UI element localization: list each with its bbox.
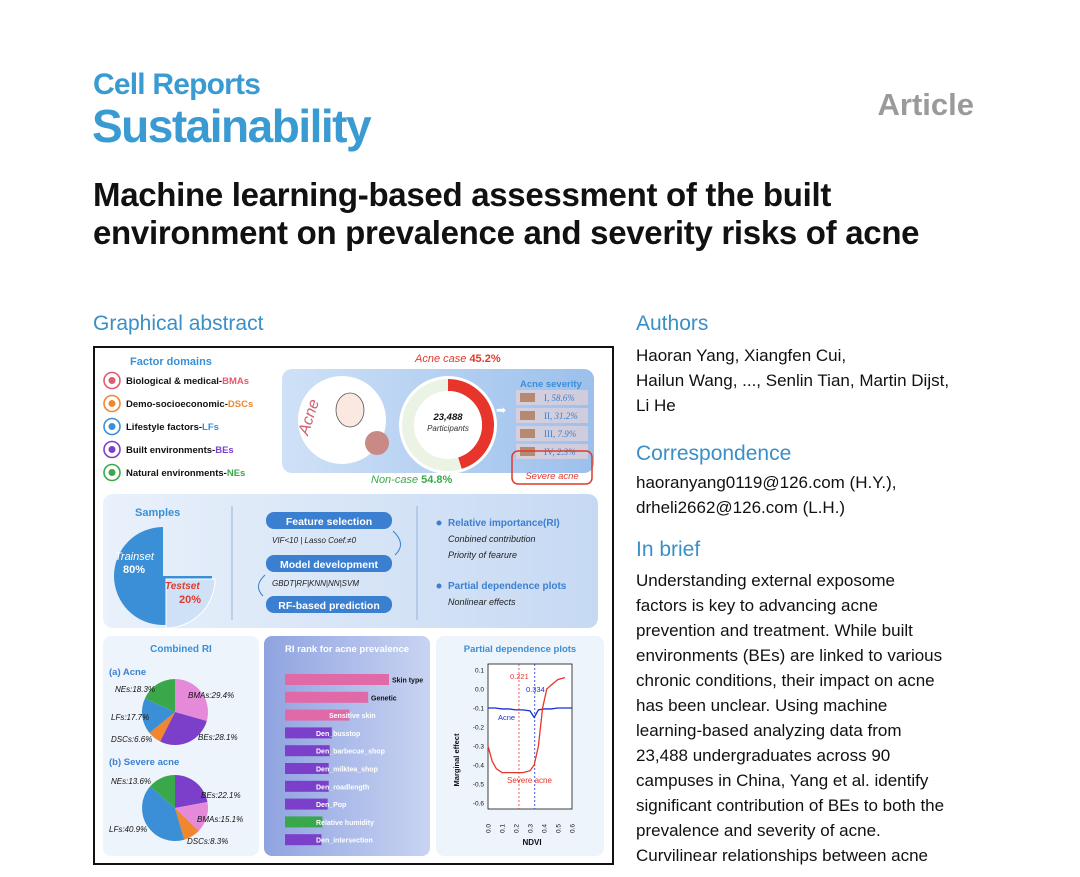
pdp-y-label: Marginal effect bbox=[452, 733, 461, 787]
factor-icon-dot bbox=[109, 377, 116, 384]
authors-line: Li He bbox=[636, 396, 676, 415]
feature-selection-detail: VIF<10 | Lasso Coef.≠0 bbox=[272, 536, 357, 545]
ri-detail: Conbined contribution bbox=[448, 534, 536, 544]
bullet-icon bbox=[437, 584, 442, 589]
severity-label: I, 58.6% bbox=[544, 393, 575, 403]
pdp-x-tick: 0.2 bbox=[513, 823, 521, 833]
pie-a-label: DSCs:6.6% bbox=[111, 735, 153, 744]
factor-icon-dot bbox=[109, 400, 116, 407]
pie-b-label: BEs:22.1% bbox=[201, 791, 241, 800]
email-link[interactable]: drheli2662@126.com (L.H.) bbox=[636, 498, 846, 517]
pie-b-title: (b) Severe acne bbox=[109, 757, 180, 768]
combined-ri-title: Combined RI bbox=[150, 644, 212, 655]
pdp-y-tick: -0.4 bbox=[472, 762, 484, 770]
pdp-x-tick: 0.1 bbox=[499, 823, 507, 833]
trainset-pct: 80% bbox=[123, 564, 146, 576]
rank-bar-label: Den_roadlength bbox=[316, 784, 370, 792]
arrow-icon: ➡ bbox=[496, 403, 507, 417]
pdp-y-tick: -0.6 bbox=[472, 800, 484, 808]
participants-label: Participants bbox=[427, 424, 469, 433]
article-type: Article bbox=[877, 87, 974, 122]
factor-label: Biological & medical-BMAs bbox=[126, 376, 249, 387]
graphical-abstract-heading: Graphical abstract bbox=[93, 312, 264, 335]
samples-title: Samples bbox=[135, 507, 181, 519]
rf-prediction-label: RF-based prediction bbox=[278, 600, 380, 612]
rank-bar-label: Den_intersection bbox=[316, 837, 373, 845]
authors-heading: Authors bbox=[636, 312, 709, 335]
in-brief-line: Understanding external exposome bbox=[636, 571, 895, 590]
rank-bar-label: Genetic bbox=[371, 695, 397, 703]
severe-acne-label: Severe acne bbox=[525, 471, 579, 482]
rank-bar bbox=[285, 692, 368, 703]
pie-a-label: NEs:18.3% bbox=[115, 685, 156, 694]
factor-label: Natural environments-NEs bbox=[126, 468, 246, 479]
journal-name-line2: Sustainability bbox=[92, 100, 371, 152]
factor-label: Demo-socioeconomic-DSCs bbox=[126, 399, 254, 410]
pdp-vline-value: 0.221 bbox=[510, 672, 529, 681]
in-brief-line: 23,488 undergraduates across 90 bbox=[636, 746, 891, 765]
pie-a-label: BMAs:29.4% bbox=[188, 691, 235, 700]
authors-line: Haoran Yang, Xiangfen Cui, bbox=[636, 346, 847, 365]
acne-word: Acne bbox=[295, 397, 324, 438]
pdp-acne-label: Acne bbox=[498, 713, 516, 722]
rank-bar-label: Den_Pop bbox=[316, 802, 347, 810]
factor-label: Built environments-BEs bbox=[126, 445, 234, 456]
pdp-bullet-title: Partial dependence plots bbox=[448, 581, 567, 592]
bullet-icon bbox=[437, 521, 442, 526]
testset-pct: 20% bbox=[179, 594, 202, 606]
in-brief-line: environments (BEs) are linked to various bbox=[636, 646, 943, 665]
face-icon bbox=[336, 393, 364, 427]
acne-severity-title: Acne severity bbox=[520, 379, 582, 390]
in-brief-line: significant contribution of BEs to both the bbox=[636, 796, 945, 815]
pdp-x-tick: 0.6 bbox=[569, 823, 577, 833]
rank-bar-label: Sensitive skin bbox=[329, 713, 376, 721]
pdp-y-tick: -0.1 bbox=[472, 705, 484, 713]
factor-icon-dot bbox=[109, 423, 116, 430]
pdp-severe-label: Severe acne bbox=[507, 776, 552, 785]
pdp-detail: Nonlinear effects bbox=[448, 597, 516, 607]
in-brief-line: chronic conditions, their impact on acne bbox=[636, 671, 935, 690]
skin-closeup-icon bbox=[365, 431, 389, 455]
pie-b-label: NEs:13.6% bbox=[111, 777, 152, 786]
severity-label: IV, 2.3% bbox=[544, 447, 576, 457]
pdp-x-tick: 0.4 bbox=[541, 823, 549, 833]
in-brief-line: prevention and treatment. While built bbox=[636, 621, 913, 640]
pdp-x-tick: 0.0 bbox=[485, 823, 493, 833]
in-brief-line: prevalence and severity of acne. bbox=[636, 821, 881, 840]
severity-photo-icon bbox=[520, 393, 535, 402]
in-brief-text bbox=[636, 568, 981, 868]
pdp-panel-title: Partial dependence plots bbox=[463, 644, 577, 655]
factor-list bbox=[104, 373, 253, 481]
ri-title: Relative importance(RI) bbox=[448, 518, 560, 529]
ri-rank-title: RI rank for acne prevalence bbox=[284, 644, 410, 655]
severity-photo-icon bbox=[520, 429, 535, 438]
rank-bar bbox=[285, 674, 389, 685]
severity-photo-icon bbox=[520, 411, 535, 420]
non-case-label: Non-case 54.8% bbox=[371, 474, 453, 486]
factor-domains-title: Factor domains bbox=[130, 356, 212, 368]
in-brief-line: has been unclear. Using machine bbox=[636, 696, 888, 715]
factor-label: Lifestyle factors-LFs bbox=[126, 422, 219, 433]
pie-chart-severe-acne bbox=[142, 775, 208, 841]
in-brief-line: factors is key to advancing acne bbox=[636, 596, 878, 615]
acne-case-label: Acne case 45.2% bbox=[415, 353, 501, 365]
graphical-abstract bbox=[93, 346, 614, 865]
rank-bar-label: Den_barbecue_shop bbox=[316, 748, 385, 756]
email-link[interactable]: haoranyang0119@126.com (H.Y.), bbox=[636, 473, 897, 492]
model-development-detail: GBDT|RF|KNN|NN|SVM bbox=[272, 579, 359, 588]
rank-bar-label: Den_milktea_shop bbox=[316, 766, 378, 774]
ri-detail: Priority of fearure bbox=[448, 550, 518, 560]
model-development-label: Model development bbox=[279, 559, 379, 571]
rank-bar-label: Den_busstop bbox=[316, 730, 361, 738]
in-brief-line: learning-based analyzing data from bbox=[636, 721, 902, 740]
pdp-line-chart bbox=[473, 664, 577, 833]
feature-selection-label: Feature selection bbox=[285, 516, 373, 528]
pie-b-label: LFs:40.9% bbox=[109, 825, 148, 834]
journal-name-line1: Cell Reports bbox=[93, 68, 261, 101]
authors-line: Hailun Wang, ..., Senlin Tian, Martin Dijst, bbox=[636, 371, 950, 390]
rank-bar-label: Relative humidity bbox=[316, 819, 374, 827]
article-title: Machine learning-based assessment of the built environment on prevalence and severity risks of acne bbox=[93, 176, 920, 251]
pdp-x-label: NDVI bbox=[522, 838, 542, 847]
pie-b-label: BMAs:15.1% bbox=[197, 815, 244, 824]
pie-b-label: DSCs:8.3% bbox=[187, 837, 229, 846]
correspondence-heading: Correspondence bbox=[636, 442, 792, 465]
rank-bar-label: Skin type bbox=[392, 677, 424, 685]
pdp-vline-value: 0.334 bbox=[526, 685, 545, 694]
pdp-y-tick: 0.1 bbox=[474, 667, 484, 675]
pdp-y-tick: -0.5 bbox=[472, 781, 484, 789]
authors-list[interactable] bbox=[636, 343, 981, 418]
in-brief-line: Curvilinear relationships between acne bbox=[636, 846, 928, 865]
pie-a-label: LFs:17.7% bbox=[111, 713, 150, 722]
factor-icon-dot bbox=[109, 469, 116, 476]
factor-icon-dot bbox=[109, 446, 116, 453]
testset-label: Testset bbox=[165, 581, 200, 592]
participants-count: 23,488 bbox=[433, 412, 463, 423]
pie-a-title: (a) Acne bbox=[109, 667, 147, 678]
pdp-x-tick: 0.3 bbox=[527, 823, 535, 833]
pie-a-label: BEs:28.1% bbox=[198, 733, 238, 742]
pdp-x-tick: 0.5 bbox=[555, 823, 563, 833]
correspondence-list[interactable] bbox=[636, 470, 981, 520]
pdp-y-tick: 0.0 bbox=[474, 686, 484, 694]
severity-label: III, 7.9% bbox=[544, 429, 577, 439]
trainset-label: Trainset bbox=[115, 551, 154, 563]
pdp-y-tick: -0.2 bbox=[472, 724, 484, 732]
in-brief-heading: In brief bbox=[636, 538, 701, 561]
severity-label: II, 31.2% bbox=[544, 411, 578, 421]
pdp-y-tick: -0.3 bbox=[472, 743, 484, 751]
in-brief-line: campuses in China, Yang et al. identify bbox=[636, 771, 929, 790]
